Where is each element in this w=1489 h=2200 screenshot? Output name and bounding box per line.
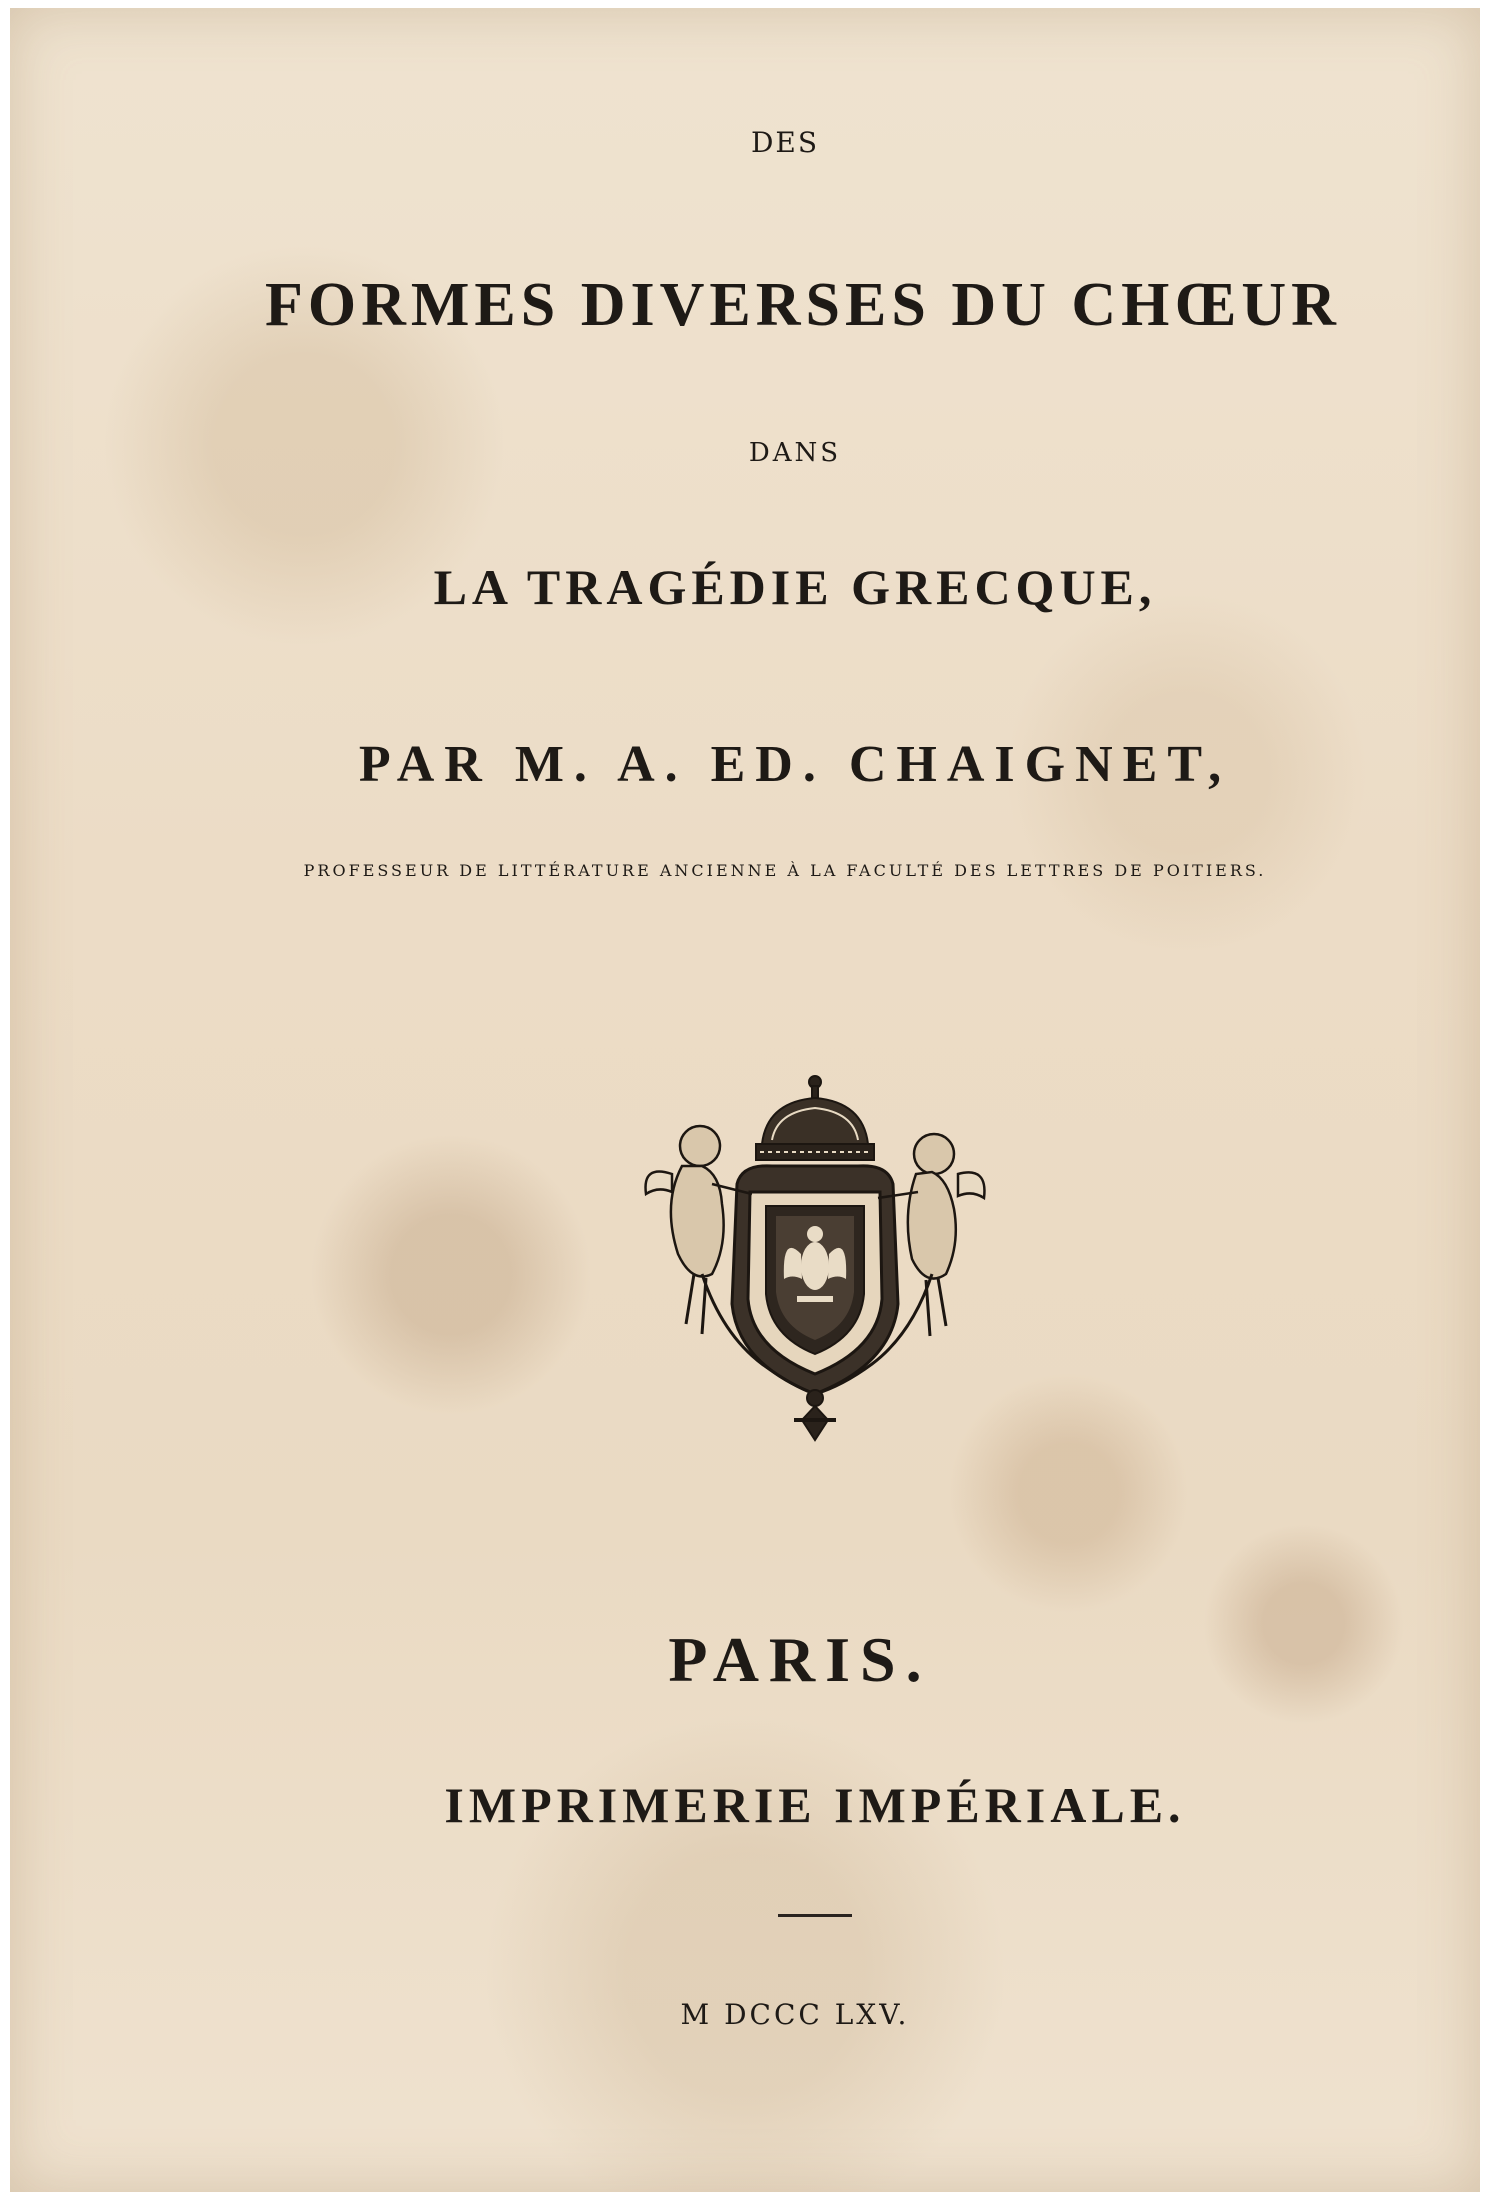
publisher: IMPRIMERIE IMPÉRIALE. <box>444 1777 1186 1833</box>
title-page <box>10 8 1480 2192</box>
publication-year: M DCCC LXV. <box>680 1998 910 2031</box>
divider-rule <box>778 1914 852 1917</box>
publication-place: PARIS. <box>668 1624 932 1695</box>
book-title: FORMES DIVERSES DU CHŒUR <box>265 271 1341 339</box>
line-des: DES <box>750 126 820 159</box>
imperial-coat-of-arms-icon <box>642 1074 988 1442</box>
line-dans: DANS <box>748 438 842 468</box>
author-position: PROFESSEUR DE LITTÉRATURE ANCIENNE À LA FACULTÉ DES LETTRES DE POITIERS. <box>303 861 1267 880</box>
author-line: PAR M. A. ED. CHAIGNET, <box>358 736 1232 793</box>
book-subtitle: LA TRAGÉDIE GRECQUE, <box>433 559 1157 615</box>
